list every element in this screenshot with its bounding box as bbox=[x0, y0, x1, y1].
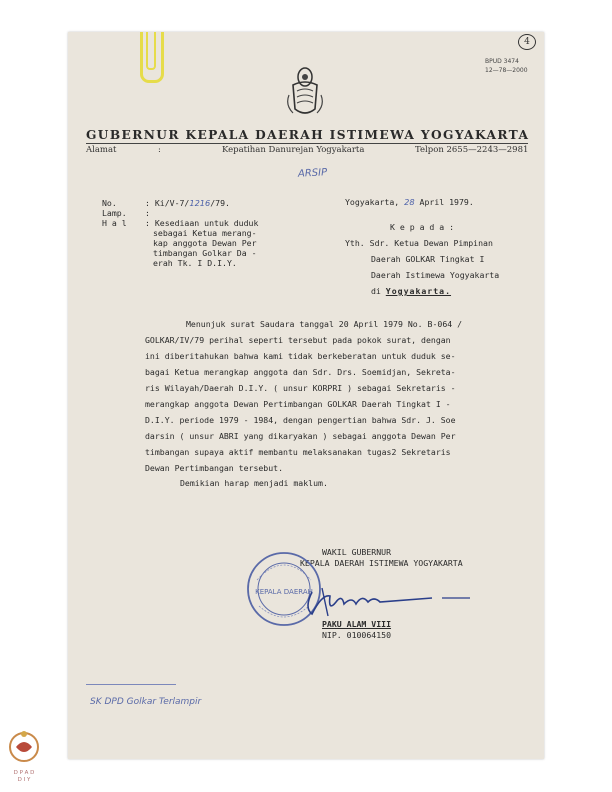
archive-reference-code bbox=[485, 57, 528, 75]
body-line: darsin ( unsur ABRI yang dikaryakan ) sebagai anggota Dewan Per bbox=[145, 431, 456, 441]
body-line: Dewan Pertimbangan tersebut. bbox=[145, 463, 284, 473]
recipient-line: Yth. Sdr. Ketua Dewan Pimpinan bbox=[345, 238, 493, 248]
no-value-suffix: /79. bbox=[210, 198, 230, 208]
recipient-line: Daerah GOLKAR Tingkat I bbox=[371, 254, 485, 264]
body-line: D.I.Y. periode 1979 - 1984, dengan pengertian bahwa Sdr. J. Soe bbox=[145, 415, 456, 425]
signatory-nip: NIP. 010064150 bbox=[322, 630, 392, 640]
address-value: Kepatihan Danurejan Yogyakarta bbox=[222, 145, 365, 155]
date-prefix: Yogyakarta, bbox=[345, 197, 400, 207]
lamp-label: Lamp. bbox=[102, 208, 127, 218]
handwritten-signature bbox=[282, 582, 472, 622]
no-value-handwritten: 1216 bbox=[189, 198, 211, 208]
body-line: GOLKAR/IV/79 perihal seperti tersebut pada pokok surat, dengan bbox=[145, 335, 451, 345]
dpad-logo-icon bbox=[6, 727, 42, 765]
recipient-city-name: Yogyakarta. bbox=[385, 286, 452, 296]
letterhead-divider bbox=[86, 143, 528, 144]
handwritten-annotation: SK DPD Golkar Terlampir bbox=[90, 697, 202, 707]
dpad-logo-text bbox=[10, 770, 38, 784]
ref-code-line-1: BPUD 3474 bbox=[485, 58, 519, 65]
annotation-underline bbox=[86, 684, 176, 685]
hal-line: sebagai Ketua merang- bbox=[153, 228, 257, 238]
svg-text:KEPALA DAERAH: KEPALA DAERAH bbox=[255, 588, 313, 596]
body-line: merangkap anggota Dewan Pertimbangan GOLKAR Daerah Tingkat I - bbox=[145, 399, 451, 409]
address-label: Alamat bbox=[86, 145, 117, 155]
ref-code-line-2: 12—78—2000 bbox=[485, 67, 528, 74]
no-label: No. bbox=[102, 198, 117, 208]
kepada-label: K e p a d a : bbox=[390, 222, 455, 232]
closing-line: Demikian harap menjadi maklum. bbox=[180, 478, 328, 488]
no-value-typed: : Ki/V-7/ bbox=[145, 198, 190, 208]
date-rest: April 1979. bbox=[419, 197, 474, 207]
body-line: ini diberitahukan bahwa kami tidak berkeberatan untuk duduk se- bbox=[145, 351, 456, 361]
hal-line: : Kesediaan untuk duduk bbox=[145, 218, 259, 228]
letter-date bbox=[345, 197, 474, 207]
address-colon: : bbox=[158, 145, 161, 155]
coat-of-arms-emblem bbox=[285, 65, 325, 121]
phone-number: Telpon 2655—2243—2981 bbox=[415, 145, 529, 155]
hal-line: kap anggota Dewan Per bbox=[153, 238, 257, 248]
recipient-di: di bbox=[371, 286, 381, 296]
date-day-handwritten: 28 bbox=[404, 197, 415, 207]
hal-line: erah Tk. I D.I.Y. bbox=[153, 258, 237, 268]
dpad-text-line: D P A D bbox=[13, 770, 35, 776]
recipient-line: Daerah Istimewa Yogyakarta bbox=[371, 270, 500, 280]
lamp-value: : bbox=[145, 208, 150, 218]
signatory-title-2: KEPALA DAERAH ISTIMEWA YOGYAKARTA bbox=[300, 558, 463, 568]
signatory-name: PAKU ALAM VIII bbox=[322, 619, 392, 629]
letterhead-title: GUBERNUR KEPALA DAERAH ISTIMEWA YOGYAKARTA bbox=[86, 128, 530, 142]
dpad-text-line: D I Y bbox=[17, 777, 31, 783]
body-line: ris Wilayah/Daerah D.I.Y. ( unsur KORPRI ) sebagai Sekretaris - bbox=[145, 383, 456, 393]
body-line: bagai Ketua merangkap anggota dan Sdr. Drs. Soemidjan, Sekreta- bbox=[145, 367, 456, 377]
no-value bbox=[145, 198, 230, 208]
hal-line: timbangan Golkar Da - bbox=[153, 248, 257, 258]
paper-clip-inner bbox=[146, 32, 156, 70]
page-number-circle: 4 bbox=[518, 34, 536, 50]
body-line: timbangan supaya aktif membantu melaksanakan tugas2 Sekretaris bbox=[145, 447, 451, 457]
signatory-title-1: WAKIL GUBERNUR bbox=[322, 547, 392, 557]
hal-label: H a l bbox=[102, 218, 127, 228]
body-line: Menunjuk surat Saudara tanggal 20 April 1979 No. B-064 / bbox=[186, 319, 463, 329]
arsip-handwritten-note: ARSIP bbox=[297, 167, 328, 180]
recipient-city bbox=[371, 286, 451, 296]
